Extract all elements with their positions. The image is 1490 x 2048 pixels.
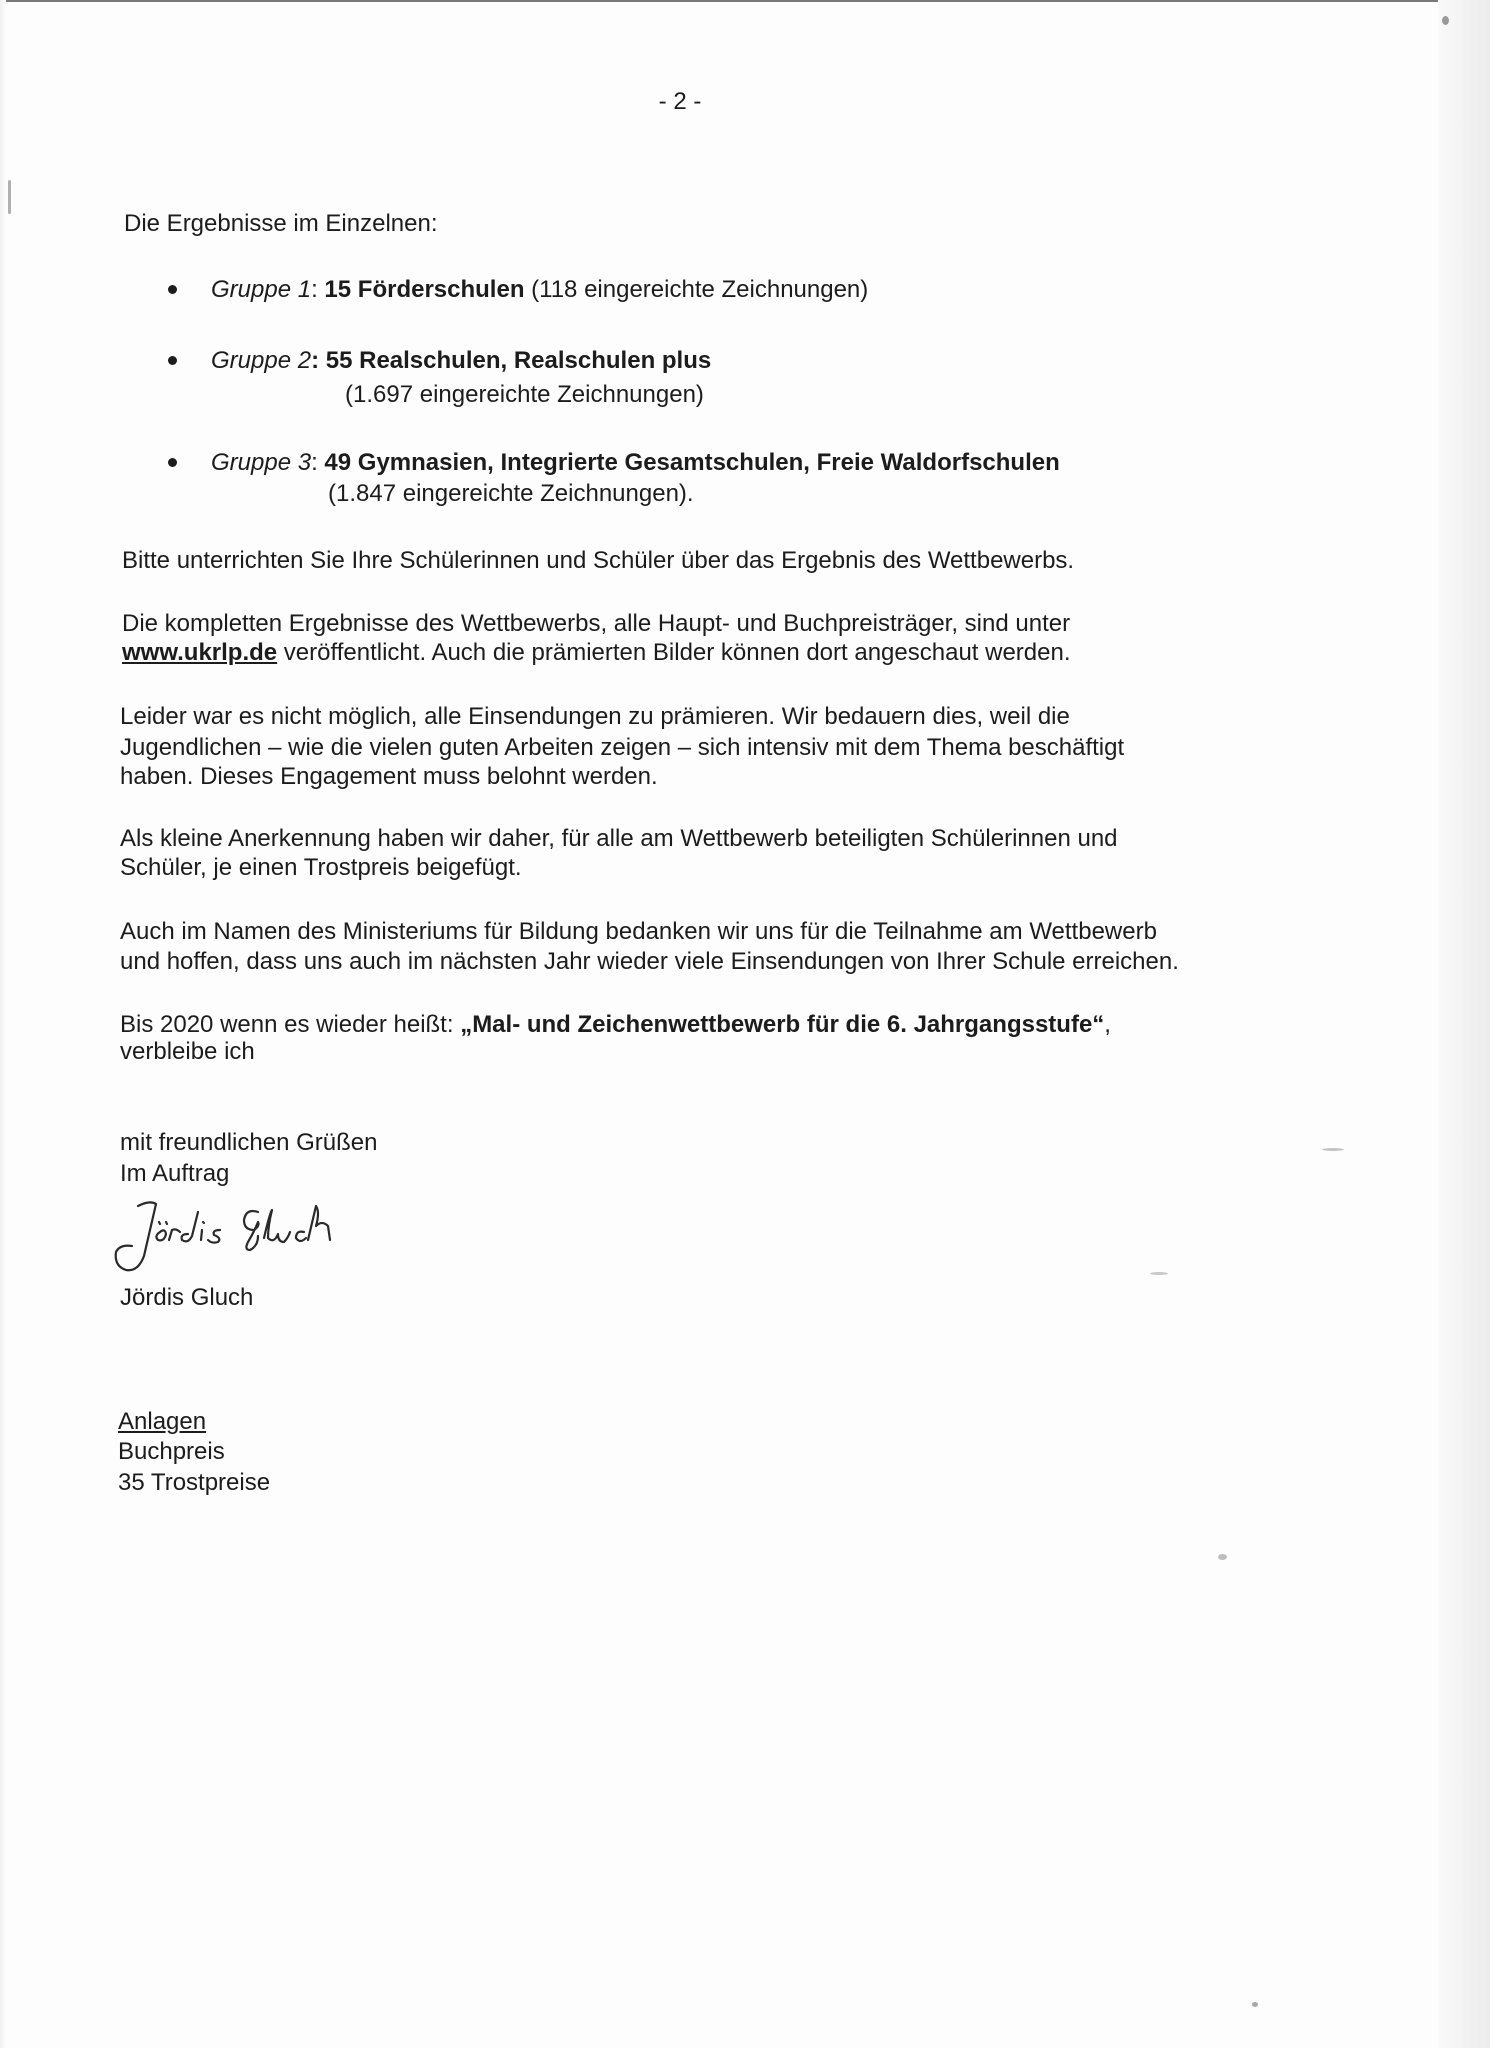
scan-edge-top bbox=[0, 0, 1490, 2]
scan-speck bbox=[1218, 1554, 1227, 1560]
paragraph-closing-line-2: verbleibe ich bbox=[120, 1038, 255, 1065]
paragraph-results-line-1: Die kompletten Ergebnisse des Wettbewerbs, alle Haupt- und Buchpreisträger, sind unter bbox=[122, 610, 1071, 637]
paragraph-inform: Bitte unterrichten Sie Ihre Schülerinnen und Schüler über das Ergebnis des Wettbewerbs. bbox=[122, 547, 1075, 574]
scan-speck bbox=[1322, 1148, 1344, 1151]
group-3-label: Gruppe 3 bbox=[211, 449, 312, 476]
bullet-dot-icon bbox=[168, 285, 177, 294]
scan-edge-right bbox=[1438, 0, 1490, 2048]
page-number: - 2 - bbox=[658, 88, 702, 115]
attachments-heading: Anlagen bbox=[118, 1408, 207, 1435]
group-2-label: Gruppe 2 bbox=[211, 347, 312, 374]
group-1-separator: : bbox=[311, 276, 325, 303]
on-behalf: Im Auftrag bbox=[120, 1160, 230, 1187]
attachment-item: Buchpreis bbox=[118, 1438, 225, 1465]
paragraph-consolation-line-1: Als kleine Anerkennung haben wir daher, für alle am Wettbewerb beteiligten Schülerinnen und bbox=[120, 825, 1118, 852]
paragraph-results-line-2-rest: veröffentlicht. Auch die prämierten Bilder können dort angeschaut werden. bbox=[277, 639, 1071, 666]
signatory-name: Jördis Gluch bbox=[120, 1284, 254, 1311]
paragraph-regret-line-3: haben. Dieses Engagement muss belohnt werden. bbox=[120, 763, 658, 790]
scan-speck bbox=[8, 180, 11, 214]
group-1-submissions: (118 eingereichte Zeichnungen) bbox=[524, 276, 869, 303]
group-2-separator: : bbox=[311, 347, 326, 374]
group-2-submissions: (1.697 eingereichte Zeichnungen) bbox=[345, 381, 704, 408]
paragraph-consolation-line-2: Schüler, je einen Trostpreis beigefügt. bbox=[120, 854, 522, 881]
group-2-schools: 55 Realschulen, Realschulen plus bbox=[325, 347, 712, 374]
scan-speck bbox=[1252, 2002, 1258, 2007]
results-intro: Die Ergebnisse im Einzelnen: bbox=[124, 210, 438, 237]
group-1-line bbox=[211, 274, 868, 305]
closing-prefix: Bis 2020 wenn es wieder heißt: bbox=[120, 1011, 461, 1038]
paragraph-regret-line-1: Leider war es nicht möglich, alle Einsendungen zu prämieren. Wir bedauern dies, weil die bbox=[120, 703, 1070, 730]
attachment-item: 35 Trostpreise bbox=[118, 1469, 271, 1496]
group-2-line bbox=[211, 345, 711, 376]
group-3-submissions: (1.847 eingereichte Zeichnungen). bbox=[328, 480, 694, 507]
paragraph-thanks-line-1: Auch im Namen des Ministeriums für Bildung bedanken wir uns für die Teilnahme am Wettbewerb bbox=[120, 918, 1157, 945]
paragraph-thanks-line-2: und hoffen, dass uns auch im nächsten Jahr wieder viele Einsendungen von Ihrer Schule erreichen. bbox=[120, 948, 1179, 975]
bullet-dot-icon bbox=[168, 458, 177, 467]
scan-speck bbox=[1442, 16, 1449, 25]
group-1-schools: 15 Förderschulen bbox=[324, 276, 525, 303]
ukrlp-website-link[interactable]: www.ukrlp.de bbox=[122, 639, 278, 666]
bullet-dot-icon bbox=[168, 356, 177, 365]
paragraph-results-line-2 bbox=[122, 637, 1071, 668]
group-3-separator: : bbox=[311, 449, 325, 476]
closing-suffix: , bbox=[1104, 1011, 1111, 1038]
group-1-label: Gruppe 1 bbox=[211, 276, 312, 303]
scan-speck bbox=[1150, 1272, 1168, 1275]
scan-edge-left bbox=[0, 0, 6, 2048]
handwritten-signature bbox=[108, 1192, 358, 1274]
paragraph-closing-line-1 bbox=[120, 1009, 1111, 1040]
greeting: mit freundlichen Grüßen bbox=[120, 1129, 378, 1156]
paragraph-regret-line-2: Jugendlichen – wie die vielen guten Arbeiten zeigen – sich intensiv mit dem Thema beschäftigt bbox=[120, 734, 1125, 761]
group-3-schools: 49 Gymnasien, Integrierte Gesamtschulen, Freie Waldorfschulen bbox=[324, 449, 1060, 476]
competition-name: „Mal- und Zeichenwettbewerb für die 6. Jahrgangsstufe“ bbox=[460, 1011, 1105, 1038]
group-3-line bbox=[211, 447, 1060, 478]
